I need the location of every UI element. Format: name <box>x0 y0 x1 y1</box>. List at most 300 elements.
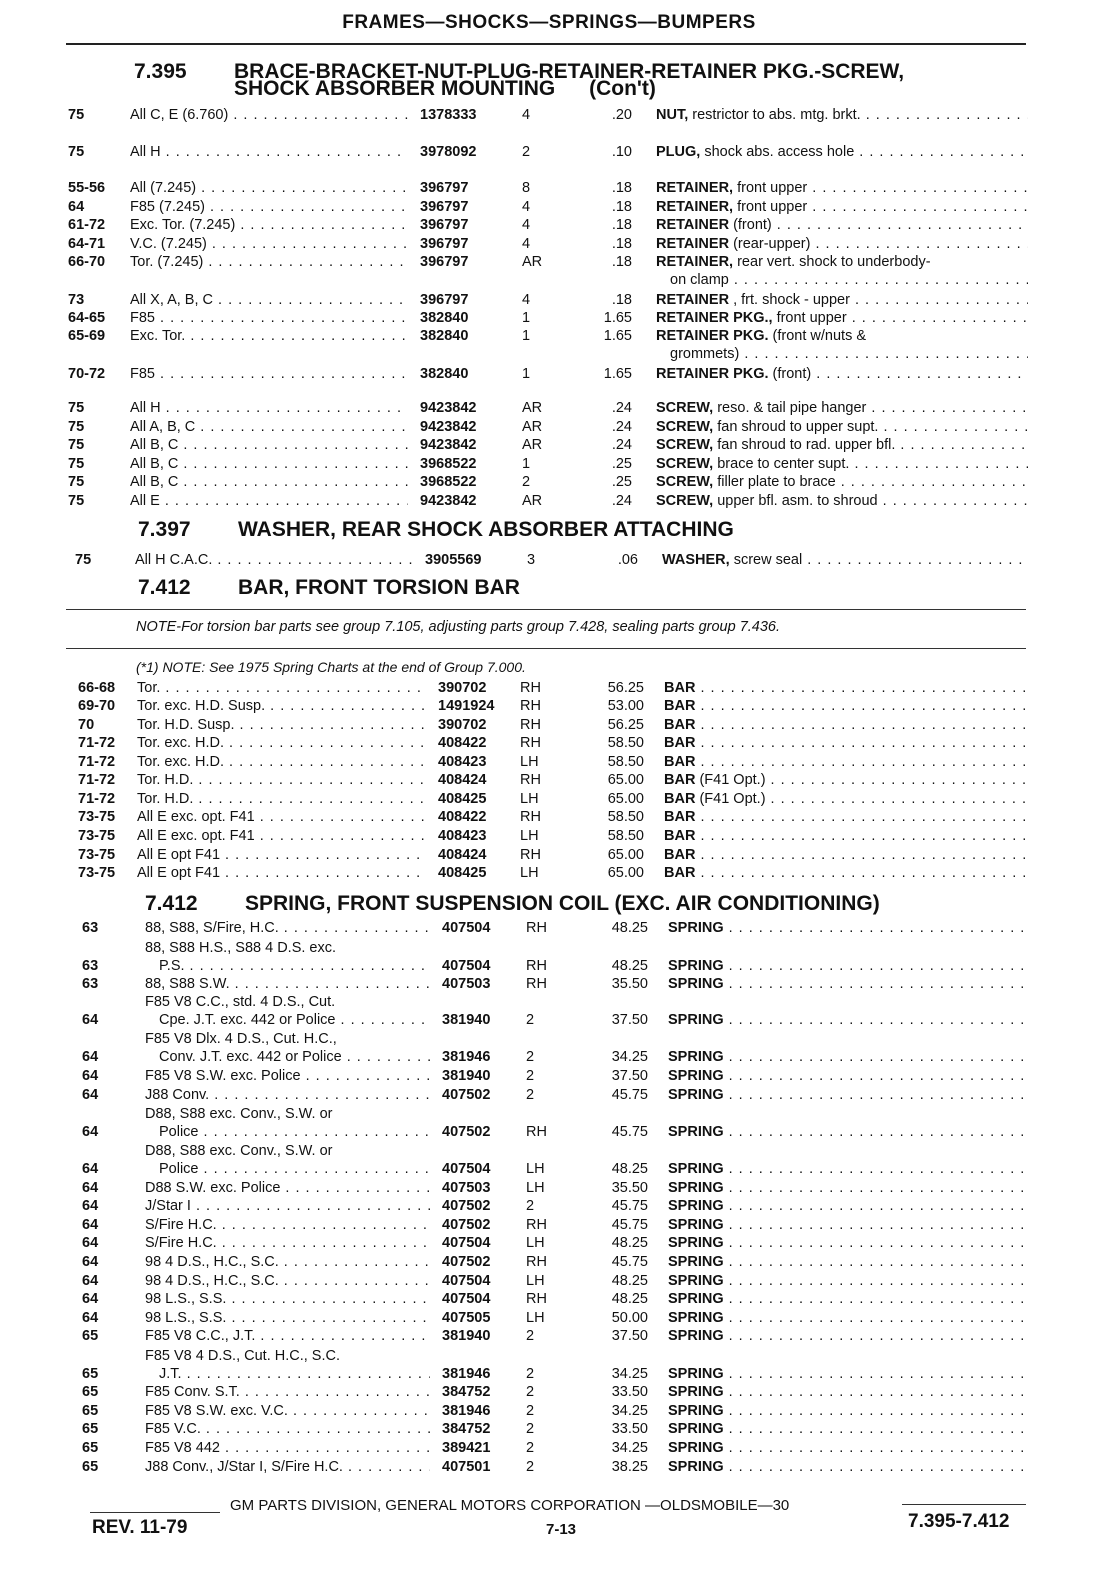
table-row <box>0 1254 1098 1272</box>
table-row <box>0 940 1098 976</box>
description-keyword: SCREW, <box>656 474 714 490</box>
description <box>664 828 1028 844</box>
application: All A, B, C . . . <box>130 419 408 435</box>
quantity: 8 <box>522 180 531 196</box>
model-year: 66-68 <box>78 680 116 696</box>
part-number: 389421 <box>442 1440 491 1456</box>
price: 34.25 <box>611 1049 648 1065</box>
table-row <box>0 828 1098 846</box>
footer-page-number: 7-13 <box>546 1521 577 1538</box>
section-continued: (Con't) <box>589 77 656 100</box>
price: .18 <box>611 236 632 252</box>
application: All H C.A.C. . . . <box>135 552 413 568</box>
description-keyword: PLUG, <box>656 144 701 160</box>
part-number: 408424 <box>438 847 487 863</box>
quantity: 2 <box>526 1366 535 1382</box>
description <box>668 1366 1028 1382</box>
table-row <box>0 1459 1098 1477</box>
application-cont: J.T. . . . <box>159 1366 430 1382</box>
model-year: 71-72 <box>78 772 116 788</box>
description-keyword: BAR <box>664 772 696 788</box>
application: All E opt F41 . . . <box>137 847 426 863</box>
model-year: 64 <box>82 1087 99 1103</box>
quantity: 1 <box>522 456 531 472</box>
description <box>668 1198 1028 1214</box>
quantity: 4 <box>522 107 531 123</box>
table-row <box>0 1384 1098 1402</box>
model-year: 64 <box>82 1198 99 1214</box>
description-keyword: SCREW, <box>656 419 714 435</box>
price: 48.25 <box>611 1291 648 1307</box>
description-keyword: SCREW, <box>656 437 714 453</box>
application: F85 V8 442 . . . <box>145 1440 430 1456</box>
section-7412-spring-heading <box>145 892 880 916</box>
description-cont: grommets) . . . <box>670 346 1028 362</box>
part-number: 382840 <box>420 366 469 382</box>
section-title-line2: SHOCK ABSORBER MOUNTING <box>234 77 556 100</box>
table-row <box>0 1310 1098 1328</box>
description-cont: on clamp . . . <box>670 272 1028 288</box>
description-keyword: BAR <box>664 809 696 825</box>
part-number: 381940 <box>442 1068 491 1084</box>
quantity: 2 <box>522 474 531 490</box>
description <box>668 1012 1028 1028</box>
price: 48.25 <box>611 1161 648 1177</box>
table-row <box>0 920 1098 938</box>
model-year: 63 <box>82 958 99 974</box>
quantity: LH <box>526 1310 545 1326</box>
price: 45.75 <box>611 1254 648 1270</box>
description <box>664 772 1028 788</box>
description-keyword: SPRING <box>668 920 724 936</box>
description-keyword: SPRING <box>668 1254 724 1270</box>
part-number: 407504 <box>442 1273 491 1289</box>
description-detail: (rear-upper) <box>729 236 811 252</box>
application: F85 (7.245) . . . <box>130 199 408 215</box>
description-keyword: RETAINER, <box>656 254 734 270</box>
description-keyword: BAR <box>664 698 696 714</box>
table-row <box>0 456 1098 474</box>
part-number: 1491924 <box>438 698 495 714</box>
quantity: RH <box>526 1124 547 1140</box>
quantity: 2 <box>526 1384 535 1400</box>
model-year: 64-71 <box>68 236 106 252</box>
description <box>668 1087 1028 1103</box>
quantity: RH <box>526 976 547 992</box>
quantity: LH <box>520 828 539 844</box>
part-number: 408422 <box>438 735 487 751</box>
quantity: 2 <box>526 1459 535 1475</box>
table-row <box>0 400 1098 418</box>
model-year: 71-72 <box>78 735 116 751</box>
description-keyword: SPRING <box>668 958 724 974</box>
description <box>664 809 1028 825</box>
model-year: 75 <box>68 400 85 416</box>
description-keyword: BAR <box>664 754 696 770</box>
description <box>656 474 1028 490</box>
description-keyword: SPRING <box>668 1403 724 1419</box>
part-number: 408425 <box>438 865 487 881</box>
quantity: 4 <box>522 236 531 252</box>
application-cont: Cpe. J.T. exc. 442 or Police . . . <box>159 1012 430 1028</box>
description <box>668 1180 1028 1196</box>
description-keyword: BAR <box>664 680 696 696</box>
application-cont: Police . . . <box>159 1161 430 1177</box>
application: D88, S88 exc. Conv., S.W. or <box>145 1106 333 1122</box>
application: D88 S.W. exc. Police . . . <box>145 1180 430 1196</box>
model-year: 70-72 <box>68 366 106 382</box>
description <box>668 1124 1028 1140</box>
model-year: 64 <box>82 1235 99 1251</box>
quantity: RH <box>520 680 541 696</box>
model-year: 63 <box>82 976 99 992</box>
description <box>664 735 1028 751</box>
description <box>656 236 1028 252</box>
description-detail: , frt. shock - upper <box>729 292 850 308</box>
part-number: 381946 <box>442 1366 491 1382</box>
section-7395-heading-line2 <box>234 77 656 101</box>
part-number: 390702 <box>438 680 487 696</box>
application: All B, C . . . <box>130 456 408 472</box>
description <box>664 791 1028 807</box>
description-keyword: SPRING <box>668 1049 724 1065</box>
quantity: RH <box>526 920 547 936</box>
description-keyword: NUT, <box>656 107 689 123</box>
description-keyword: BAR <box>664 828 696 844</box>
table-row <box>0 735 1098 753</box>
application: All E . . . <box>130 493 408 509</box>
model-year: 64 <box>82 1068 99 1084</box>
table-row <box>0 772 1098 790</box>
description <box>668 1235 1028 1251</box>
price: .24 <box>611 493 632 509</box>
price: 34.25 <box>611 1403 648 1419</box>
application: F85 . . . <box>130 310 408 326</box>
torsion-note: NOTE-For torsion bar parts see group 7.105, adjusting parts group 7.428, sealing parts group 7.436. <box>136 619 781 635</box>
description <box>656 400 1028 416</box>
table-row <box>0 366 1098 384</box>
description-keyword: SPRING <box>668 1087 724 1103</box>
model-year: 75 <box>75 552 92 568</box>
application-cont: Police . . . <box>159 1124 430 1140</box>
description-detail: rear vert. shock to underbody- <box>733 254 931 270</box>
table-row <box>0 1328 1098 1346</box>
model-year: 75 <box>68 474 85 490</box>
table-row <box>0 865 1098 883</box>
price: 58.50 <box>607 828 644 844</box>
table-row <box>0 254 1098 288</box>
price: .18 <box>611 292 632 308</box>
price: 35.50 <box>611 1180 648 1196</box>
description-detail: fan shroud to rad. upper bfl. <box>713 437 896 453</box>
part-number: 407504 <box>442 920 491 936</box>
price: .25 <box>611 474 632 490</box>
model-year: 63 <box>82 920 99 936</box>
table-row <box>0 994 1098 1030</box>
application: Tor. . . . <box>137 680 426 696</box>
part-number: 381940 <box>442 1012 491 1028</box>
application: F85 V8 S.W. exc. V.C. . . . <box>145 1403 430 1419</box>
description-detail: (front) <box>729 217 772 233</box>
part-number: 407503 <box>442 1180 491 1196</box>
application: J/Star I . . . <box>145 1198 430 1214</box>
part-number: 390702 <box>438 717 487 733</box>
table-row <box>0 199 1098 217</box>
model-year: 73-75 <box>78 847 116 863</box>
description <box>656 217 1028 233</box>
description-keyword: SPRING <box>668 1459 724 1475</box>
price: 48.25 <box>611 1235 648 1251</box>
model-year: 73-75 <box>78 865 116 881</box>
model-year: 73-75 <box>78 828 116 844</box>
description-keyword: SPRING <box>668 1198 724 1214</box>
footer-rule-left <box>90 1512 220 1513</box>
part-number: 3905569 <box>425 552 482 568</box>
price: 58.50 <box>607 754 644 770</box>
table-row <box>0 1106 1098 1142</box>
table-row <box>0 1421 1098 1439</box>
price: 34.25 <box>611 1366 648 1382</box>
part-number: 407504 <box>442 1235 491 1251</box>
table-row <box>0 791 1098 809</box>
table-row <box>0 180 1098 198</box>
price: 53.00 <box>607 698 644 714</box>
table-row <box>0 717 1098 735</box>
part-number: 408423 <box>438 754 487 770</box>
quantity: RH <box>520 772 541 788</box>
description <box>668 1310 1028 1326</box>
price: 37.50 <box>611 1068 648 1084</box>
quantity: 2 <box>526 1012 535 1028</box>
part-number: 3968522 <box>420 456 477 472</box>
description <box>664 680 1028 696</box>
model-year: 55-56 <box>68 180 106 196</box>
price: 45.75 <box>611 1217 648 1233</box>
model-year: 64 <box>82 1254 99 1270</box>
application: Tor. H.D. . . . <box>137 772 426 788</box>
application: All B, C . . . <box>130 437 408 453</box>
description-detail: restrictor to abs. mtg. brkt. <box>688 107 861 123</box>
part-number: 9423842 <box>420 493 477 509</box>
price: .20 <box>611 107 632 123</box>
model-year: 64 <box>82 1273 99 1289</box>
model-year: 64 <box>82 1049 99 1065</box>
model-year: 64-65 <box>68 310 106 326</box>
description <box>668 1328 1028 1344</box>
application: F85 V8 4 D.S., Cut. H.C., S.C. <box>145 1348 341 1364</box>
application: Tor. H.D. Susp. . . . <box>137 717 426 733</box>
price: .18 <box>611 199 632 215</box>
quantity: 2 <box>526 1049 535 1065</box>
description-keyword: SCREW, <box>656 400 714 416</box>
description-keyword: SPRING <box>668 976 724 992</box>
section-number: 7.395 <box>134 60 187 83</box>
price: 65.00 <box>607 791 644 807</box>
part-number: 396797 <box>420 292 469 308</box>
description-detail: upper bfl. asm. to shroud <box>713 493 878 509</box>
model-year: 65 <box>82 1459 99 1475</box>
price: 56.25 <box>607 680 644 696</box>
part-number: 384752 <box>442 1421 491 1437</box>
description <box>656 292 1028 308</box>
table-row <box>0 217 1098 235</box>
application: 98 4 D.S., H.C., S.C. . . . <box>145 1273 430 1289</box>
description-detail: filler plate to brace <box>713 474 836 490</box>
description-keyword: BAR <box>664 717 696 733</box>
part-number: 407503 <box>442 976 491 992</box>
quantity: 2 <box>526 1087 535 1103</box>
application: 88, S88, S/Fire, H.C. . . . <box>145 920 430 936</box>
table-row <box>0 292 1098 310</box>
application: F85 V8 C.C., J.T. . . . <box>145 1328 430 1344</box>
application: All H . . . <box>130 400 408 416</box>
model-year: 66-70 <box>68 254 106 270</box>
description-keyword: SPRING <box>668 1012 724 1028</box>
quantity: AR <box>522 493 543 509</box>
part-number: 396797 <box>420 180 469 196</box>
model-year: 64 <box>82 1124 99 1140</box>
section-title: WASHER, REAR SHOCK ABSORBER ATTACHING <box>238 518 734 541</box>
application: Tor. exc. H.D. Susp. . . . <box>137 698 426 714</box>
quantity: 2 <box>526 1068 535 1084</box>
model-year: 69-70 <box>78 698 116 714</box>
price: .24 <box>611 400 632 416</box>
table-row <box>0 680 1098 698</box>
description-detail: front upper <box>772 310 847 326</box>
model-year: 73-75 <box>78 809 116 825</box>
price: 38.25 <box>611 1459 648 1475</box>
part-number: 381940 <box>442 1328 491 1344</box>
quantity: 1 <box>522 328 531 344</box>
price: 58.50 <box>607 735 644 751</box>
model-year: 71-72 <box>78 754 116 770</box>
part-number: 408425 <box>438 791 487 807</box>
description <box>664 754 1028 770</box>
quantity: 1 <box>522 310 531 326</box>
part-number: 9423842 <box>420 400 477 416</box>
note-rule-bottom <box>66 648 1026 649</box>
application: J88 Conv. . . . <box>145 1087 430 1103</box>
application: 88, S88 S.W. . . . <box>145 976 430 992</box>
application: 98 L.S., S.S. . . . <box>145 1310 430 1326</box>
application: All H . . . <box>130 144 408 160</box>
description-keyword: RETAINER PKG. <box>656 366 769 382</box>
table-row <box>0 236 1098 254</box>
table-row <box>0 1291 1098 1309</box>
price: 65.00 <box>607 865 644 881</box>
application: All C, E (6.760) . . . <box>130 107 408 123</box>
table-row <box>0 144 1098 162</box>
description-keyword: SCREW, <box>656 493 714 509</box>
description <box>664 865 1028 881</box>
quantity: 3 <box>527 552 536 568</box>
description <box>668 1049 1028 1065</box>
description <box>668 920 1028 936</box>
price: .24 <box>611 437 632 453</box>
footer-revision: REV. 11-79 <box>92 1517 188 1538</box>
part-number: 396797 <box>420 199 469 215</box>
part-number: 1378333 <box>420 107 477 123</box>
description-detail: front upper <box>733 199 808 215</box>
table-row <box>0 1068 1098 1086</box>
application: F85 V8 Dlx. 4 D.S., Cut. H.C., <box>145 1031 337 1047</box>
price: 65.00 <box>607 847 644 863</box>
description-keyword: RETAINER, <box>656 180 734 196</box>
model-year: 64 <box>68 199 85 215</box>
description-detail: screw seal <box>729 552 803 568</box>
model-year: 70 <box>78 717 95 733</box>
part-number: 382840 <box>420 310 469 326</box>
description-keyword: SPRING <box>668 1217 724 1233</box>
quantity: 1 <box>522 366 531 382</box>
table-row <box>0 437 1098 455</box>
description-keyword: SPRING <box>668 1328 724 1344</box>
description <box>664 717 1028 733</box>
description <box>668 958 1028 974</box>
application: F85 V8 C.C., std. 4 D.S., Cut. <box>145 994 336 1010</box>
description-keyword: RETAINER PKG. <box>656 328 769 344</box>
quantity: 2 <box>526 1421 535 1437</box>
quantity: AR <box>522 254 543 270</box>
price: 33.50 <box>611 1384 648 1400</box>
description <box>664 847 1028 863</box>
model-year: 75 <box>68 419 85 435</box>
description <box>656 310 1028 326</box>
table-row <box>0 847 1098 865</box>
quantity: LH <box>526 1180 545 1196</box>
description-keyword: BAR <box>664 847 696 863</box>
description <box>668 1273 1028 1289</box>
application: F85 V.C. . . . <box>145 1421 430 1437</box>
description <box>656 144 1028 160</box>
application: S/Fire H.C. . . . <box>145 1217 430 1233</box>
description-detail: brace to center supt. <box>713 456 850 472</box>
part-number: 9423842 <box>420 437 477 453</box>
part-number: 407504 <box>442 1161 491 1177</box>
description-detail: reso. & tail pipe hanger <box>713 400 867 416</box>
table-row <box>0 1348 1098 1384</box>
application: S/Fire H.C. . . . <box>145 1235 430 1251</box>
application: 98 L.S., S.S. . . . <box>145 1291 430 1307</box>
table-row <box>0 976 1098 994</box>
description-keyword: SPRING <box>668 1161 724 1177</box>
quantity: RH <box>520 847 541 863</box>
description-keyword: SPRING <box>668 1124 724 1140</box>
table-row <box>0 1235 1098 1253</box>
part-number: 396797 <box>420 236 469 252</box>
description-keyword: SPRING <box>668 1384 724 1400</box>
quantity: 4 <box>522 199 531 215</box>
part-number: 407504 <box>442 958 491 974</box>
price: 35.50 <box>611 976 648 992</box>
part-number: 408423 <box>438 828 487 844</box>
model-year: 65 <box>82 1384 99 1400</box>
quantity: 2 <box>526 1440 535 1456</box>
part-number: 407505 <box>442 1310 491 1326</box>
section-number: 7.412 <box>138 576 191 599</box>
price: .18 <box>611 180 632 196</box>
application: F85 V8 S.W. exc. Police . . . <box>145 1068 430 1084</box>
description <box>668 1161 1028 1177</box>
quantity: 2 <box>526 1198 535 1214</box>
model-year: 65 <box>82 1403 99 1419</box>
description <box>656 328 1028 344</box>
footer-group-range: 7.395-7.412 <box>908 1511 1010 1532</box>
description-keyword: RETAINER <box>656 217 730 233</box>
application: Exc. Tor. . . . <box>130 328 408 344</box>
section-title: SPRING, FRONT SUSPENSION COIL (EXC. AIR CONDITIONING) <box>245 892 880 915</box>
part-number: 407502 <box>442 1217 491 1233</box>
